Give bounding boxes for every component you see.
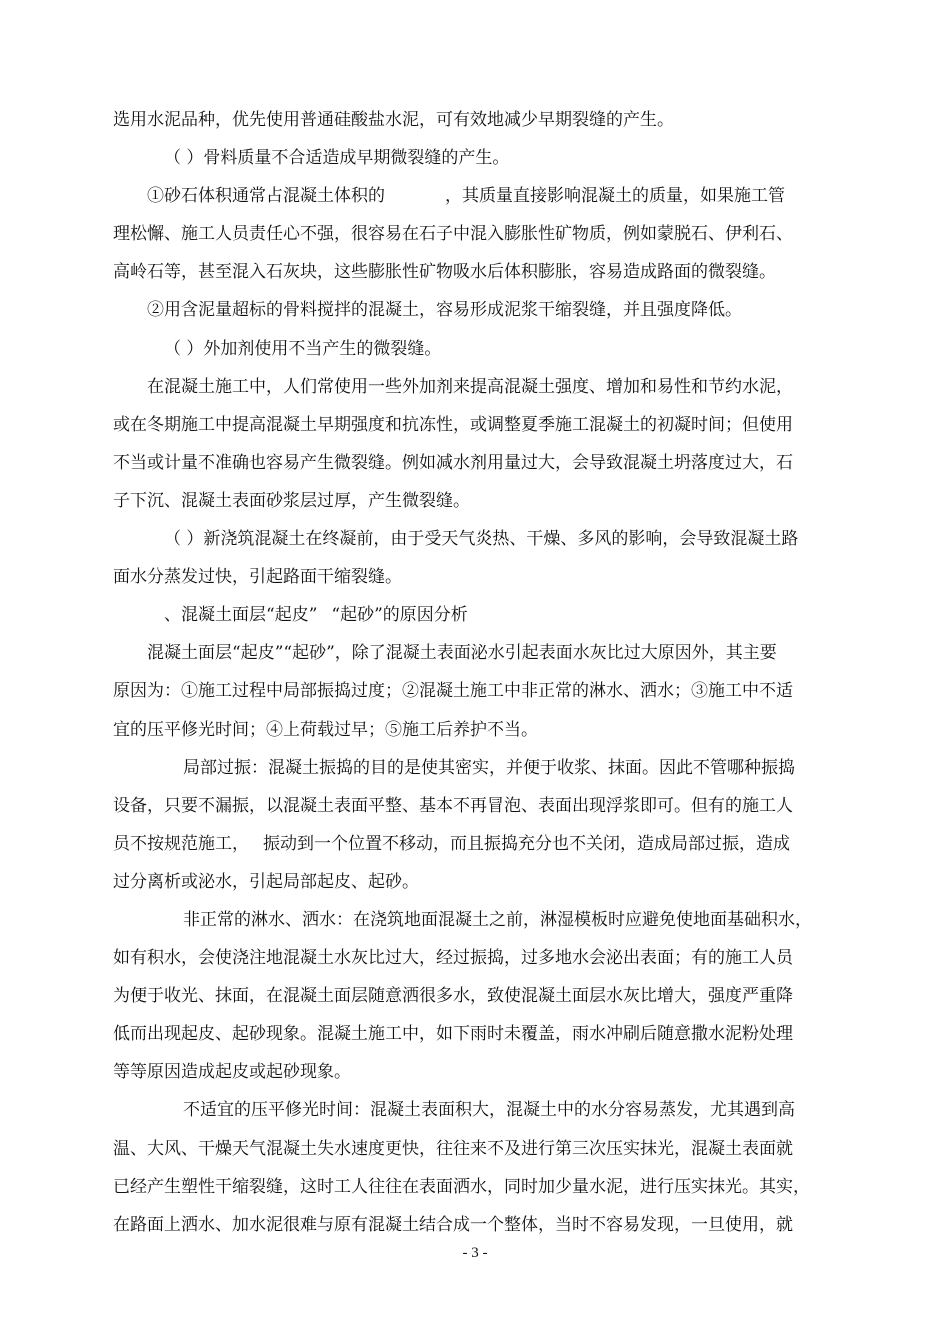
paragraph-line: 过分离析或泌水，引起局部起皮、起砂。 bbox=[113, 871, 419, 892]
paragraph-line: 为便于收光、抹面，在混凝土面层随意洒很多水，致使混凝土面层水灰比增大，强度严重降 bbox=[113, 986, 793, 1007]
text-fragment: 、混凝土面层“起皮” bbox=[164, 605, 318, 626]
section-heading bbox=[113, 596, 883, 634]
paragraph-line: 混凝土面层“起皮”“起砂”，除了混凝土表面泌水引起表面水灰比过大原因外，其主要 bbox=[147, 643, 777, 664]
text-fragment: ，其质量直接影响混凝土的质量，如果施工管 bbox=[445, 186, 785, 207]
text-fragment: “起砂”的原因分析 bbox=[331, 605, 468, 626]
paragraph-line: 宜的压平修光时间；④上荷载过早；⑤施工后养护不当。 bbox=[113, 719, 538, 740]
paragraph-line: 局部过振：混凝土振捣的目的是使其密实，并便于收浆、抹面。因此不管哪种振捣 bbox=[183, 757, 795, 778]
paragraph-line bbox=[113, 825, 883, 863]
paragraph-line: 高岭石等，甚至混入石灰块，这些膨胀性矿物吸水后体积膨胀，容易造成路面的微裂缝。 bbox=[113, 262, 776, 283]
paragraph-line: 不适宜的压平修光时间：混凝土表面积大，混凝土中的水分容易蒸发，尤其遇到高 bbox=[183, 1100, 795, 1121]
paragraph-line: 理松懈、施工人员责任心不强，很容易在石子中混入膨胀性矿物质，例如蒙脱石、伊利石、 bbox=[113, 224, 793, 245]
paragraph-line: 子下沉、混凝土表面砂浆层过厚，产生微裂缝。 bbox=[113, 490, 470, 511]
paragraph-line: 或在冬期施工中提高混凝土早期强度和抗冻性，或调整夏季施工混凝土的初凝时间；但使用 bbox=[113, 414, 793, 435]
paragraph-line bbox=[113, 177, 883, 215]
section-heading: （ ）外加剂使用不当产生的微裂缝。 bbox=[164, 338, 442, 359]
paragraph-line: 等等原因造成起皮或起砂现象。 bbox=[113, 1062, 351, 1083]
paragraph-line: 在混凝土施工中，人们常使用一些外加剂来提高混凝土强度、增加和易性和节约水泥， bbox=[147, 376, 793, 397]
paragraph-line: 如有积水，会使浇注地混凝土水灰比过大，经过振捣，过多地水会泌出表面；有的施工人员 bbox=[113, 948, 793, 969]
paragraph-line: （ ）新浇筑混凝土在终凝前，由于受天气炎热、干燥、多风的影响，会导致混凝土路 bbox=[164, 529, 799, 550]
paragraph-line: 原因为：①施工过程中局部振捣过度；②混凝土施工中非正常的淋水、洒水；③施工中不适 bbox=[113, 681, 793, 702]
document-body bbox=[113, 101, 883, 1244]
paragraph-line: 非正常的淋水、洒水：在浇筑地面混凝土之前，淋湿模板时应避免使地面基础积水， bbox=[183, 909, 812, 930]
page-number: - 3 - bbox=[462, 1245, 488, 1261]
paragraph-line: 不当或计量不准确也容易产生微裂缝。例如减水剂用量过大，会导致混凝土坍落度过大，石 bbox=[113, 452, 793, 473]
paragraph-line: 低而出现起皮、起砂现象。混凝土施工中，如下雨时未覆盖，雨水冲刷后随意撒水泥粉处理 bbox=[113, 1024, 793, 1045]
paragraph-line: 设备，只要不漏振，以混凝土表面平整、基本不再冒泡、表面出现浮浆即可。但有的施工人 bbox=[113, 795, 793, 816]
paragraph-line: ②用含泥量超标的骨料搅拌的混凝土，容易形成泥浆干缩裂缝，并且强度降低。 bbox=[147, 300, 742, 321]
paragraph-line: 在路面上洒水、加水泥很难与原有混凝土结合成一个整体，当时不容易发现，一旦使用，就 bbox=[113, 1214, 793, 1235]
paragraph-line: 已经产生塑性干缩裂缝，这时工人往往在表面洒水，同时加少量水泥，进行压实抹光。其实， bbox=[113, 1176, 810, 1197]
paragraph-line: 面水分蒸发过快，引起路面干缩裂缝。 bbox=[113, 567, 402, 588]
paragraph-line: 温、大风、干燥天气混凝土失水速度更快，往往来不及进行第三次压实抹光，混凝土表面就 bbox=[113, 1138, 793, 1159]
text-fragment: 员不按规范施工， bbox=[113, 833, 249, 854]
text-fragment: 振动到一个位置不移动，而且振捣充分也不关闭，造成局部过振，造成 bbox=[263, 833, 790, 854]
section-heading: （ ）骨料质量不合适造成早期微裂缝的产生。 bbox=[164, 148, 510, 169]
text-fragment: ①砂石体积通常占混凝土体积的 bbox=[147, 186, 385, 207]
paragraph-line: 选用水泥品种，优先使用普通硅酸盐水泥，可有效地减少早期裂缝的产生。 bbox=[113, 110, 674, 130]
